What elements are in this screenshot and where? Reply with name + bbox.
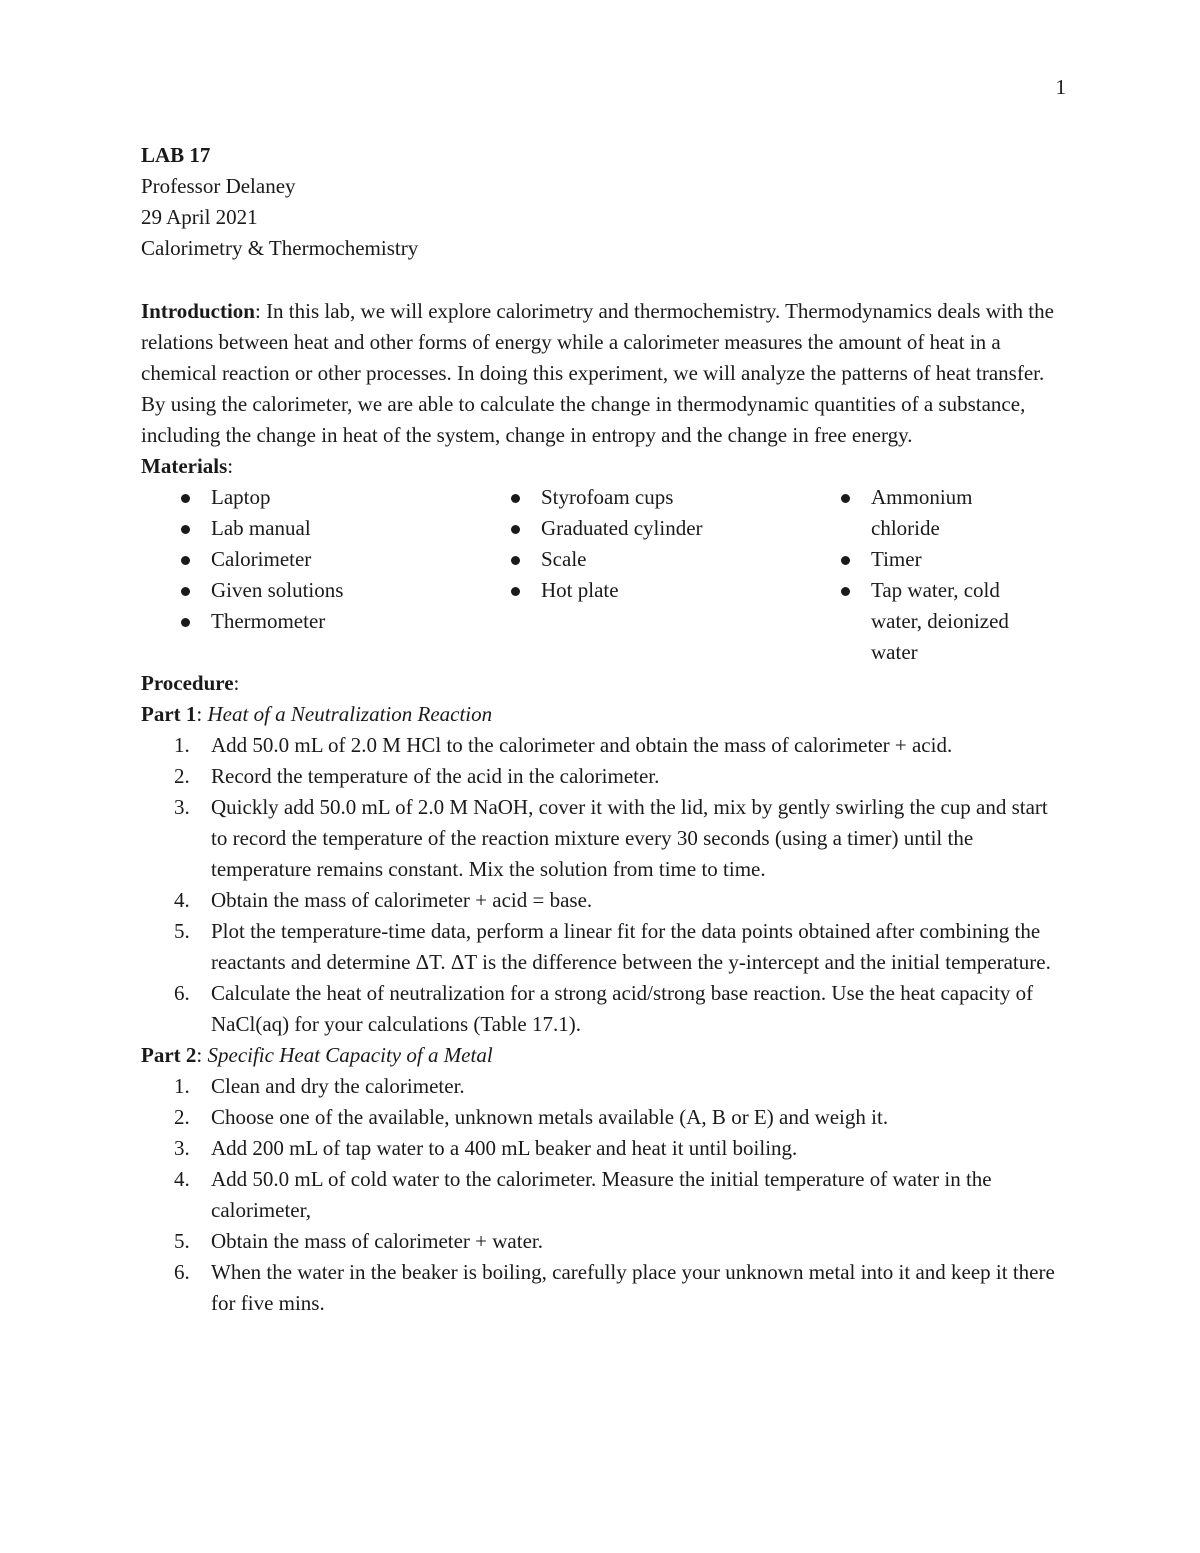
material-label: Hot plate (541, 578, 619, 602)
procedure-step (141, 1133, 1061, 1164)
step-text: Quickly add 50.0 mL of 2.0 M NaOH, cover it with the lid, mix by gently swirling the cup and start to record the temperature of the reaction mixture every 30 seconds (using a timer) until the temperature remains constant. Mix the solution from time to time. (211, 795, 1048, 881)
part2-heading: Part 2: Specific Heat Capacity of a Metal (141, 1043, 493, 1067)
step-text: Clean and dry the calorimeter. (211, 1074, 465, 1098)
step-number: 5. (174, 919, 190, 943)
step-number: 1. (174, 1074, 190, 1098)
material-label: Timer (871, 547, 922, 571)
bullet-icon (181, 494, 190, 503)
material-item (471, 544, 801, 575)
step-text: Calculate the heat of neutralization for a strong acid/strong base reaction. Use the heat capacity of NaCl(aq) for your calculations (Table 17.1). (211, 981, 1034, 1036)
material-item (141, 606, 471, 637)
step-text: Add 200 mL of tap water to a 400 mL beaker and heat it until boiling. (211, 1136, 798, 1160)
document-header (141, 140, 1066, 264)
material-label: Thermometer (211, 609, 326, 633)
material-label: Given solutions (211, 578, 344, 602)
procedure-step (141, 1164, 1061, 1226)
step-number: 2. (174, 1105, 190, 1129)
bullet-icon (511, 494, 520, 503)
procedure-step (141, 1102, 1061, 1133)
introduction-label: Introduction (141, 299, 255, 323)
material-item (141, 575, 471, 606)
material-item (801, 544, 1021, 575)
step-text: Choose one of the available, unknown metals available (A, B or E) and weigh it. (211, 1105, 889, 1129)
step-number: 2. (174, 764, 190, 788)
procedure-heading: Procedure: (141, 671, 240, 695)
step-number: 4. (174, 888, 190, 912)
step-number: 4. (174, 1167, 190, 1191)
step-text: When the water in the beaker is boiling, carefully place your unknown metal into it and keep it there for five mins. (211, 1260, 1055, 1315)
material-label: Tap water, cold water, deionized water (871, 578, 1009, 664)
procedure-step (141, 1226, 1061, 1257)
material-label: Graduated cylinder (541, 516, 703, 540)
part1-steps (141, 730, 1066, 1040)
materials-column-3 (801, 482, 1066, 668)
procedure-step (141, 1257, 1061, 1319)
step-number: 5. (174, 1229, 190, 1253)
procedure-step (141, 885, 1061, 916)
step-text: Record the temperature of the acid in the calorimeter. (211, 764, 660, 788)
document-page (141, 0, 1066, 1553)
step-text: Plot the temperature-time data, perform a linear fit for the data points obtained after combining the reactants and determine ΔT. ΔT is the difference between the y-intercept and the initial temperature. (211, 919, 1051, 974)
procedure-step (141, 978, 1061, 1040)
part1-title: Heat of a Neutralization Reaction (207, 702, 493, 726)
step-text: Obtain the mass of calorimeter + acid = base. (211, 888, 593, 912)
material-item (801, 575, 1021, 668)
material-label: Lab manual (211, 516, 311, 540)
procedure-step (141, 730, 1061, 761)
part1-heading: Part 1: Heat of a Neutralization Reaction (141, 702, 493, 726)
material-label: Scale (541, 547, 587, 571)
introduction-paragraph (141, 296, 1066, 451)
material-label: Calorimeter (211, 547, 312, 571)
step-text: Add 50.0 mL of cold water to the calorimeter. Measure the initial temperature of water in the calorimeter, (211, 1167, 992, 1222)
material-item (141, 513, 471, 544)
material-item (141, 544, 471, 575)
material-label: Ammonium chloride (871, 485, 973, 540)
bullet-icon (511, 525, 520, 534)
step-number: 6. (174, 1260, 190, 1284)
professor-name: Professor Delaney (141, 174, 296, 198)
procedure-step (141, 792, 1061, 885)
material-label: Laptop (211, 485, 271, 509)
material-label: Styrofoam cups (541, 485, 674, 509)
date: 29 April 2021 (141, 205, 258, 229)
part2-steps (141, 1071, 1066, 1319)
step-text: Add 50.0 mL of 2.0 M HCl to the calorimeter and obtain the mass of calorimeter + acid. (211, 733, 953, 757)
lab-title: LAB 17 (141, 143, 211, 167)
material-item (471, 513, 801, 544)
step-number: 6. (174, 981, 190, 1005)
page-number: 1 (1055, 75, 1066, 99)
bullet-icon (841, 494, 850, 503)
bullet-icon (511, 556, 520, 565)
material-item (471, 575, 801, 606)
step-number: 1. (174, 733, 190, 757)
bullet-icon (511, 587, 520, 596)
bullet-icon (841, 587, 850, 596)
materials-column-1 (141, 482, 471, 668)
step-text: Obtain the mass of calorimeter + water. (211, 1229, 543, 1253)
step-number: 3. (174, 795, 190, 819)
material-item (801, 482, 1021, 544)
bullet-icon (181, 525, 190, 534)
materials-list (141, 482, 1066, 668)
procedure-step (141, 761, 1061, 792)
bullet-icon (181, 556, 190, 565)
materials-column-2 (471, 482, 801, 668)
step-number: 3. (174, 1136, 190, 1160)
bullet-icon (841, 556, 850, 565)
body-content (141, 296, 1066, 1319)
procedure-step (141, 916, 1061, 978)
materials-heading: Materials: (141, 454, 234, 478)
bullet-icon (181, 618, 190, 627)
introduction-text: : In this lab, we will explore calorimetry and thermochemistry. Thermodynamics deals with the relations between heat and other forms of energy while a calorimeter measures the amount of heat in a chemical reaction or other processes. In doing this experiment, we will analyze the patterns of heat transfer. By using the calorimeter, we are able to calculate the change in thermodynamic quantities of a substance, including the change in heat of the system, change in entropy and the change in free energy. (141, 299, 1054, 447)
subject: Calorimetry & Thermochemistry (141, 236, 419, 260)
material-item (141, 482, 471, 513)
part2-title: Specific Heat Capacity of a Metal (207, 1043, 493, 1067)
material-item (471, 482, 801, 513)
procedure-step (141, 1071, 1061, 1102)
bullet-icon (181, 587, 190, 596)
